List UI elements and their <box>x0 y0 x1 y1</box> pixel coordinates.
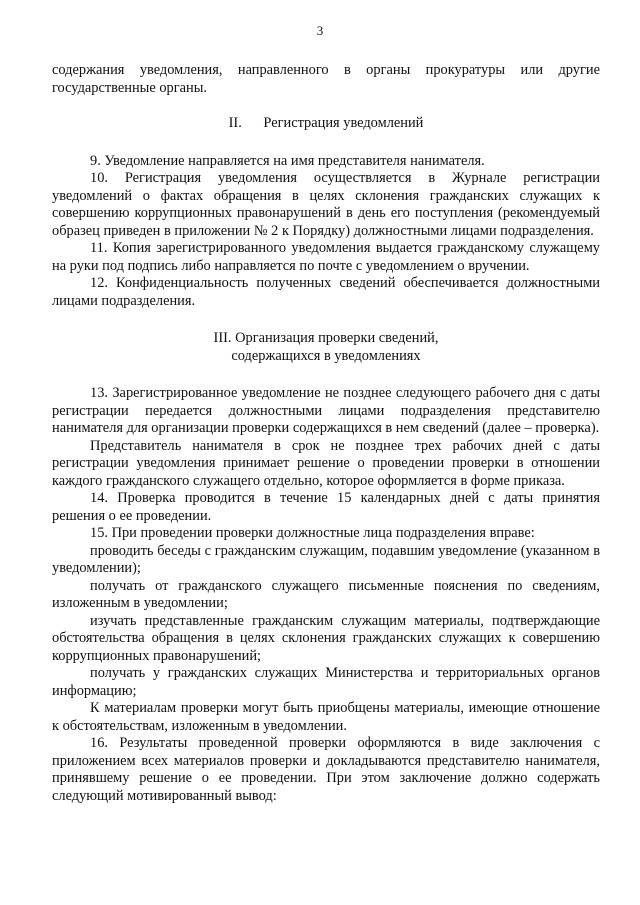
paragraph-continuation: содержания уведомления, направленного в органы прокуратуры или другие государственные органы. <box>52 62 600 96</box>
paragraph-15: 15. При проведении проверки должностные лица подразделения вправе: <box>90 525 535 541</box>
page-number: 3 <box>316 23 324 38</box>
section-heading-registration <box>52 115 600 133</box>
section-title: Регистрация уведомлений <box>263 115 424 131</box>
paragraph-13-decision: Представитель нанимателя в срок не позднее трех рабочих дней с даты регистрации уведомления принимает решение о проведении проверки в отношении каждого гражданского служащего отдельно, которое оформляется в форме приказа. <box>52 437 600 489</box>
list-item-materials: изучать представленные гражданским служащим материалы, подтверждающие обстоятельства обращения в целях склонения гражданских служащих к совершению коррупционных правонарушений; <box>52 612 600 664</box>
paragraph-13: 13. Зарегистрированное уведомление не позднее следующего рабочего дня с даты регистрации передается должностными лицами подразделения представителю нанимателя для организации проверки содержащихся в нем сведений (далее – проверка). <box>52 385 600 436</box>
paragraph-attachments: К материалам проверки могут быть приобщены материалы, имеющие отношение к обстоятельствам, изложенным в уведомлении. <box>52 700 600 734</box>
paragraph-10: 10. Регистрация уведомления осуществляется в Журнале регистрации уведомлений о фактах обращения в целях склонения гражданских служащих к совершению коррупционных правонарушений в день его поступления (рекомендуемый образец приведен в приложении № 2 к Порядку) должностными лицами подразделения. <box>52 170 600 239</box>
list-item-information: получать у гражданских служащих Министерства и территориальных органов информацию; <box>52 665 600 699</box>
paragraph-12: 12. Конфиденциальность полученных сведений обеспечивается должностными лицами подразделения. <box>52 275 600 309</box>
list-item-explanations: получать от гражданского служащего письменные пояснения по сведениям, изложенным в уведомлении; <box>52 577 600 611</box>
paragraph-16: 16. Результаты проведенной проверки оформляются в виде заключения с приложением всех материалов проверки и докладываются представителю нанимателя, принявшему решение о ее проведении. При этом заключение должно содержать следующий мотивированный вывод: <box>52 735 600 804</box>
document-body <box>52 62 600 805</box>
paragraph-9: 9. Уведомление направляется на имя представителя нанимателя. <box>90 152 485 169</box>
section-number: II. <box>228 115 242 131</box>
section-title-line-1: III. Организация проверки сведений, <box>213 330 439 346</box>
section-title-line-2: содержащихся в уведомлениях <box>231 347 421 364</box>
paragraph-11: 11. Копия зарегистрированного уведомления выдается гражданскому служащему на руки под подпись либо направляется по почте с уведомлением о вручении. <box>52 240 600 274</box>
list-item-conversations: проводить беседы с гражданским служащим, подавшим уведомление (указанном в уведомлении); <box>52 542 600 576</box>
paragraph-14: 14. Проверка проводится в течение 15 календарных дней с даты принятия решения о ее проведении. <box>52 490 600 524</box>
section-heading-verification <box>52 330 600 365</box>
